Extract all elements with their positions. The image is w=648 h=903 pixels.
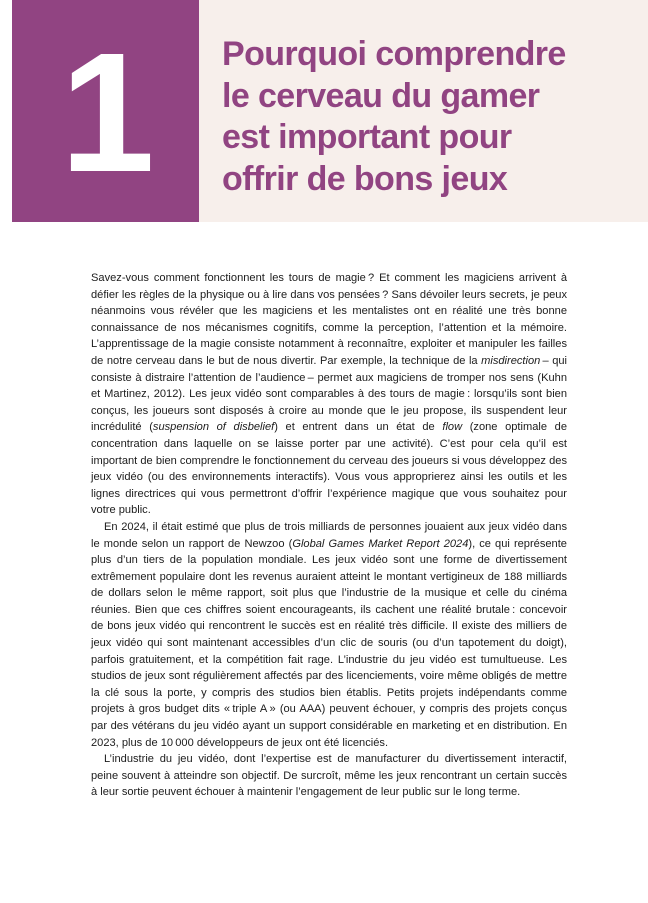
paragraph	[91, 751, 567, 801]
text-segment: Savez-vous comment fonctionnent les tours de magie ? Et comment les magiciens arrivent à défier les règles de la physique ou à lire dans vos pensées ? Sans dévoiler leurs secrets, je peux néanmoins vous révéler que les magiciens et les mentalistes ont en réalité une très bonne connaissance de nos mécanismes cognitifs, comme la perception, l’attention et la mémoire. L’apprentissage de la magie consiste notamment à reconnaître, exploiter et manipuler les failles de notre cerveau dans le but de nous divertir. Par exemple, la technique de la	[91, 272, 567, 367]
text-segment: L’industrie du jeu vidéo, dont l’expertise est de manufacturer du divertissement interactif, peine souvent à atteindre son objectif. De surcroît, même les jeux rencontrant un certain succès à leur sortie peuvent échouer à maintenir l’engagement de leur public sur le long terme.	[91, 753, 567, 799]
chapter-title-line: est important pour	[222, 118, 512, 156]
text-segment: ), ce qui représente plus d’un tiers de la population mondiale. Les jeux vidéo sont une forme de divertissement extrêmement populaire dont les revenus auraient atteint le montant vertigineux de 188 milliards de dollars selon le même rapport, soit plus que l’industrie de la musique et celle du cinéma réunies. Bien que ces chiffres soient encourageants, ils cachent une réalité brutale : concevoir de bons jeux vidéo qui rencontrent le succès est en réalité très difficile. Il existe des milliers de jeux vidéo qui sont maintenant accessibles d’un clic de souris (ou d’un tapotement du doigt), parfois gratuitement, et la compétition fait rage. L’industrie du jeu vidéo est tumultueuse. Les studios de jeux sont régulièrement affectés par des licenciements, voire même obligés de mettre la clé sous la porte, y compris des studios bien établis. Petits projets indépendants comme projets à gros budget dits « triple A » (ou AAA) peuvent échouer, y compris des projets conçus par des vétérans du jeu vidéo ayant un support considérable en marketing et en distribution. En 2023, plus de 10 000 développeurs de jeux ont été licenciés.	[91, 537, 567, 749]
chapter-number: 1	[60, 18, 151, 208]
body-text	[91, 270, 567, 801]
italic-term: misdirection	[481, 354, 541, 367]
chapter-title-line: offrir de bons jeux	[222, 159, 508, 198]
paragraph	[91, 519, 567, 751]
text-segment: – qui consiste à distraire l’attention de l’audience – permet aux magiciens de tromper nos sens (Kuhn et Martinez, 2012). Les jeux vidéo sont comparables à des tours de magie : lorsqu’ils sont bien conçus, les joueurs sont disposés à croire au monde que le jeu propose, ils suspendent leur incrédulité (	[91, 354, 568, 434]
text-segment: ) et entrent dans un état de	[274, 421, 443, 434]
chapter-title	[222, 34, 632, 200]
chapter-title-line: le cerveau du gamer	[222, 76, 540, 115]
text-segment: En 2024, il était estimé que plus de trois milliards de personnes jouaient aux jeux vidéo dans le monde selon un rapport de Newzoo (	[91, 520, 567, 550]
chapter-title-line: Pourquoi comprendre	[222, 35, 566, 73]
text-segment: (zone optimale de concentration dans laquelle on se laisse porter par une activité). C’est pour cela qu’il est important de bien comprendre le fonctionnement du cerveau des joueurs si vous développez des jeux vidéo (ou des environnements interactifs). Vous vous approprierez ainsi les outils et les lignes directrices qui vous permettront d’offrir l’expérience magique que vous souhaitez pour votre public.	[91, 421, 567, 517]
italic-term: flow	[442, 421, 463, 434]
paragraph	[91, 270, 567, 519]
italic-term: suspension of disbelief	[152, 421, 275, 434]
italic-term: Global Games Market Report 2024	[292, 537, 469, 550]
